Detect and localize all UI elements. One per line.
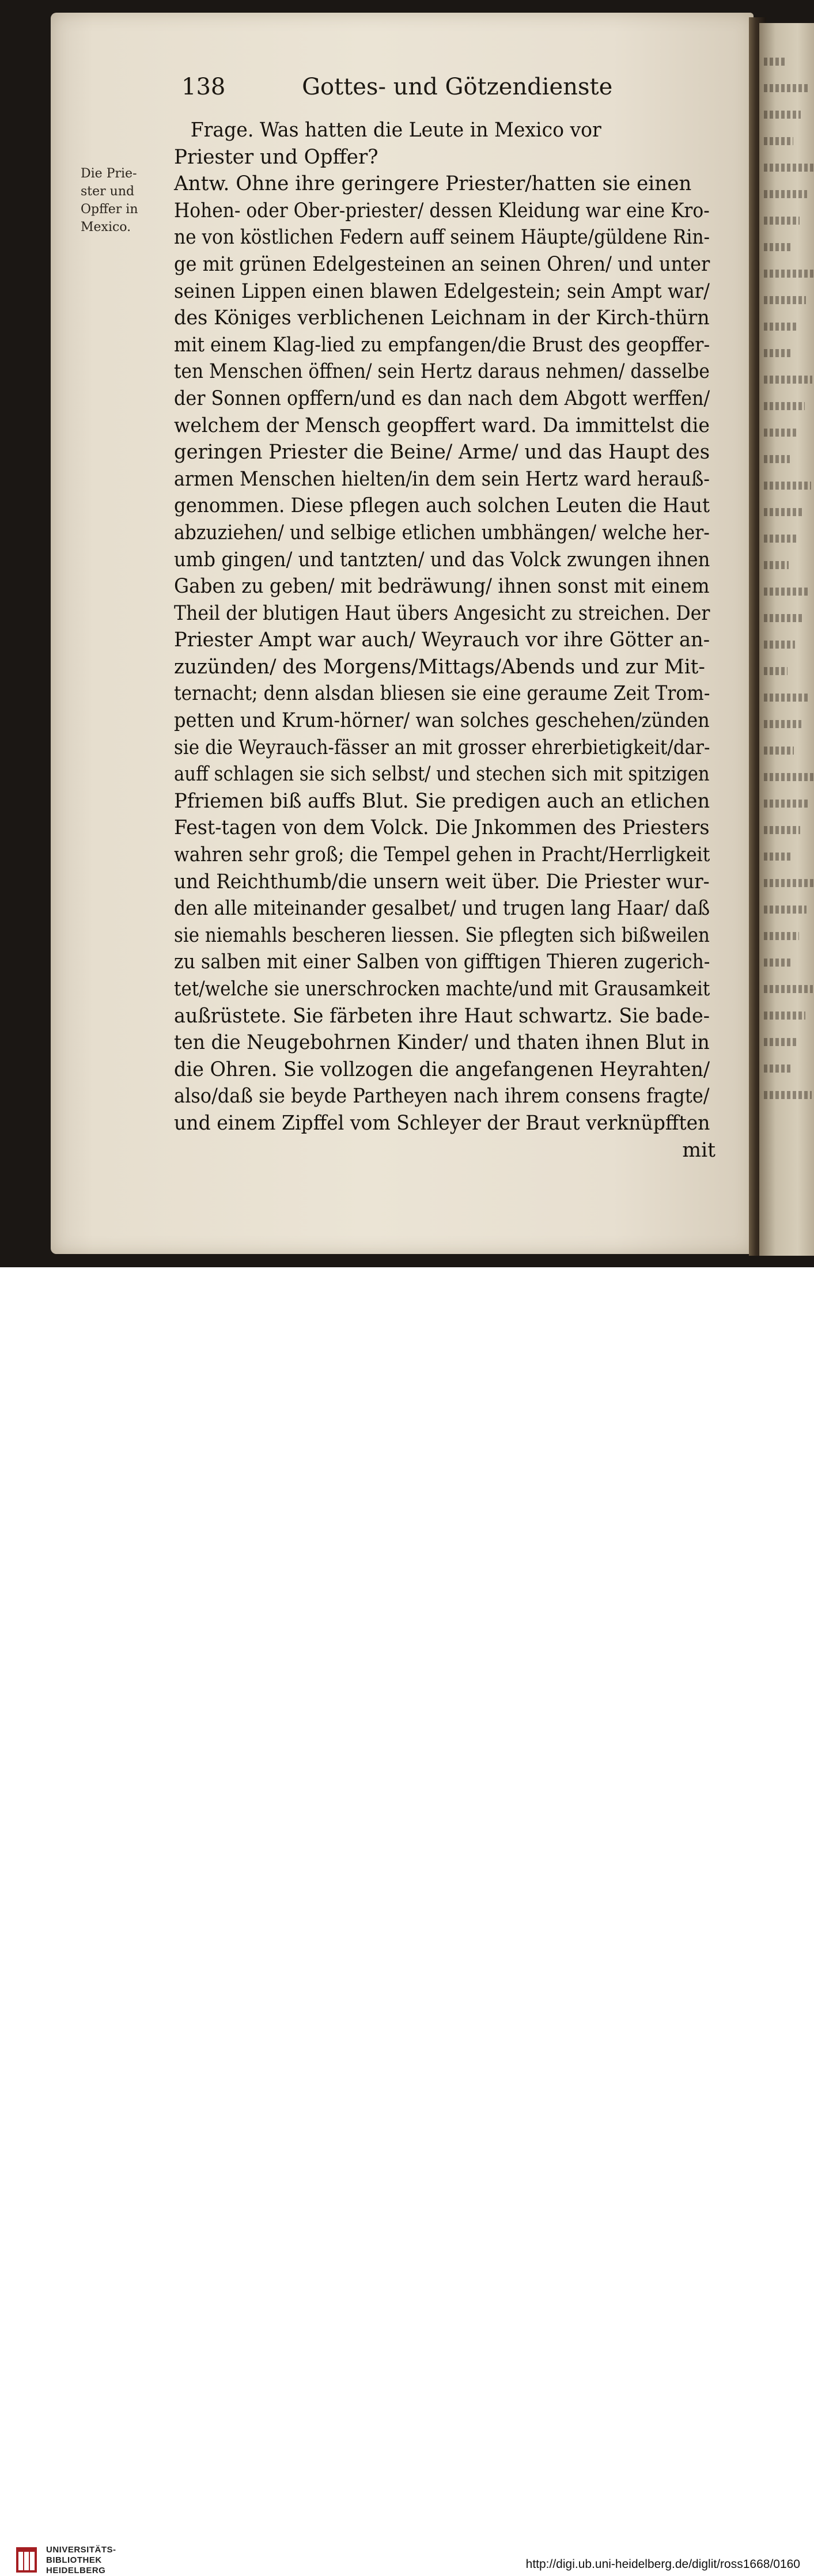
- library-name: [46, 2545, 116, 2576]
- adjacent-page-text-fragment: [764, 853, 793, 861]
- text-line: Theil der blutigen Haut übers Angesicht zu streichen. Der: [174, 601, 710, 625]
- adjacent-page-text-fragment: [764, 906, 807, 914]
- adjacent-page-text-fragment: [764, 561, 789, 569]
- adjacent-page-text-fragment: [764, 1091, 812, 1099]
- adjacent-page-text-fragment: [764, 137, 793, 145]
- text-line: wahren sehr groß; die Tempel gehen in Pracht/Herrligkeit: [174, 843, 710, 867]
- marginal-note-line: Die Prie-: [81, 166, 137, 181]
- text-line: geringen Priester die Beine/ Arme/ und das Haupt des: [174, 441, 710, 464]
- text-line: und einem Zipffel vom Schleyer der Braut verknüpfften: [174, 1111, 710, 1135]
- text-line: petten und Krum-hörner/ wan solches geschehen/zünden: [174, 709, 710, 733]
- adjacent-page-text-fragment: [764, 879, 814, 887]
- adjacent-page-text-fragment: [764, 932, 799, 940]
- marginal-note-line: Opffer in: [81, 202, 138, 217]
- text-line: den alle miteinander gesalbet/ und trugen lang Haar/ daß: [174, 897, 710, 920]
- adjacent-page-text-fragment: [764, 773, 814, 781]
- adjacent-page-text-fragment: [764, 376, 812, 384]
- text-line: mit: [682, 1138, 715, 1162]
- adjacent-page-text-fragment: [764, 720, 801, 728]
- text-line: ne von köstlichen Federn auff seinem Häupte/güldene Rin-: [174, 226, 710, 249]
- text-line: Gaben zu geben/ mit bedräwung/ ihnen sonst mit einem: [174, 575, 710, 598]
- text-line: tet/welche sie unerschrocken machte/und mit Grausamkeit: [174, 978, 710, 1001]
- text-line: welchem der Mensch geopffert ward. Da immittelst die: [174, 414, 710, 437]
- adjacent-page-text-fragment: [764, 270, 813, 278]
- adjacent-page-text-fragment: [764, 190, 807, 198]
- adjacent-page-text-fragment: [764, 826, 800, 834]
- text-line: ge mit grünen Edelgesteinen an seinen Ohren/ und unter: [174, 252, 710, 276]
- text-line: sie niemahls bescheren liessen. Sie pflegten sich bißweilen: [174, 923, 710, 947]
- text-line: Pfriemen biß auffs Blut. Sie predigen auch an etlichen: [174, 789, 710, 813]
- adjacent-page-text-fragment: [764, 985, 813, 993]
- running-head: [181, 74, 700, 100]
- adjacent-page-text-fragment: [764, 1038, 798, 1046]
- marginal-note: [81, 165, 167, 236]
- scanned-book-spread: [0, 0, 814, 1267]
- adjacent-page-text-fragment: [764, 402, 805, 410]
- adjacent-page-text-fragment: [764, 323, 798, 331]
- adjacent-page-text-fragment: [764, 588, 810, 596]
- adjacent-page-text-fragment: [764, 800, 808, 808]
- text-line: Priester Ampt war auch/ Weyrauch vor ihre Götter an-: [174, 628, 710, 652]
- text-line: zu salben mit einer Salben von gifftigen Thieren zugerich-: [174, 950, 710, 974]
- text-line: ten Menschen öffnen/ sein Hertz daraus nehmen/ dasselbe: [174, 360, 710, 384]
- page-number: 138: [181, 74, 226, 100]
- adjacent-page-text-fragment: [764, 694, 809, 702]
- text-line: seinen Lippen einen blawen Edelgestein; sein Ampt war/: [174, 279, 710, 303]
- adjacent-page-text-fragment: [764, 429, 797, 437]
- adjacent-page-text-fragment: [764, 164, 814, 172]
- text-line: und Reichthumb/die unsern weit über. Die Priester wur-: [174, 870, 710, 893]
- text-line: also/daß sie beyde Partheyen nach ihrem consens fragte/: [174, 1085, 710, 1108]
- adjacent-page-text-fragment: [764, 1065, 790, 1073]
- permalink-url[interactable]: http://digi.ub.uni-heidelberg.de/diglit/ross1668/0160: [525, 2558, 800, 2571]
- adjacent-page-text-fragment: [764, 959, 792, 967]
- library-name-line: HEIDELBERG: [46, 2566, 106, 2575]
- marginal-note-line: Mexico.: [81, 220, 131, 234]
- text-line: ten die Neugebohrnen Kinder/ und thaten ihnen Blut in: [174, 1031, 710, 1055]
- adjacent-page-text-fragment: [764, 482, 811, 490]
- heidelberg-library-logo-icon: [15, 2546, 38, 2575]
- adjacent-page-text-fragment: [764, 614, 802, 622]
- text-line: genommen. Diese pflegen auch solchen Leuten die Haut: [174, 494, 710, 518]
- adjacent-page-text-fragment: [764, 667, 788, 675]
- adjacent-page-text-fragment: [764, 84, 808, 92]
- body-text: [174, 117, 715, 1164]
- text-line: mit einem Klag-lied zu empfangen/die Brust des geopffer-: [174, 333, 710, 357]
- library-name-line: UNIVERSITÄTS-: [46, 2545, 116, 2555]
- text-line: Frage. Was hatten die Leute in Mexico vor: [190, 119, 601, 142]
- text-line: die Ohren. Sie vollzogen die angefangenen Heyrahten/: [174, 1058, 710, 1081]
- footer-bar: [0, 1267, 814, 2575]
- adjacent-page-text-fragment: [764, 535, 796, 543]
- adjacent-page-text-fragment: [764, 455, 790, 463]
- adjacent-page-text-fragment: [764, 1012, 805, 1020]
- text-line: außrüstete. Sie färbeten ihre Haut schwartz. Sie bade-: [174, 1004, 710, 1028]
- adjacent-page-text-fragment: [764, 111, 801, 119]
- text-line: der Sonnen opffern/und es dan nach dem Abgott werffen/: [174, 387, 710, 410]
- adjacent-page-text-fragment: [764, 349, 791, 357]
- text-line: Antw. Ohne ihre geringere Priester/hatten sie einen: [174, 172, 692, 196]
- text-line: Hohen- oder Ober-priester/ dessen Kleidung war eine Kro-: [174, 199, 710, 222]
- text-line: des Königes verblichenen Leichnam in der Kirch-thürn: [174, 306, 710, 330]
- text-line: auff schlagen sie sich selbst/ und stechen sich mit spitzigen: [174, 763, 710, 786]
- text-line: ternacht; denn alsdan bliesen sie eine geraume Zeit Trom-: [174, 682, 710, 706]
- adjacent-page-text-fragment: [764, 747, 794, 755]
- text-line: abzuziehen/ und selbige etlichen umbhängen/ welche her-: [174, 521, 710, 544]
- text-line: Priester und Opffer?: [174, 145, 378, 169]
- adjacent-page-edge: [759, 23, 814, 1256]
- adjacent-page-text-fragment: [764, 508, 804, 516]
- text-line: armen Menschen hielten/in dem sein Hertz ward herauß-: [174, 467, 710, 491]
- text-line: Fest-tagen von dem Volck. Die Jnkommen des Priesters: [174, 816, 710, 840]
- running-head-title: Gottes- und Götzendienste: [302, 74, 613, 100]
- text-line: umb gingen/ und tantzten/ und das Volck zwungen ihnen: [174, 548, 710, 571]
- adjacent-page-text-fragment: [764, 217, 800, 225]
- marginal-note-line: ster und: [81, 184, 135, 199]
- text-line: sie die Weyrauch-fässer an mit grosser ehrerbietigkeit/dar-: [174, 736, 710, 759]
- adjacent-page-text-fragment: [764, 641, 795, 649]
- library-name-line: BIBLIOTHEK: [46, 2555, 102, 2565]
- adjacent-page-text-fragment: [764, 58, 787, 66]
- adjacent-page-text-fragment: [764, 296, 806, 304]
- text-line: zuzünden/ des Morgens/Mittags/Abends und zur Mit-: [174, 655, 705, 679]
- adjacent-page-text-fragment: [764, 243, 792, 251]
